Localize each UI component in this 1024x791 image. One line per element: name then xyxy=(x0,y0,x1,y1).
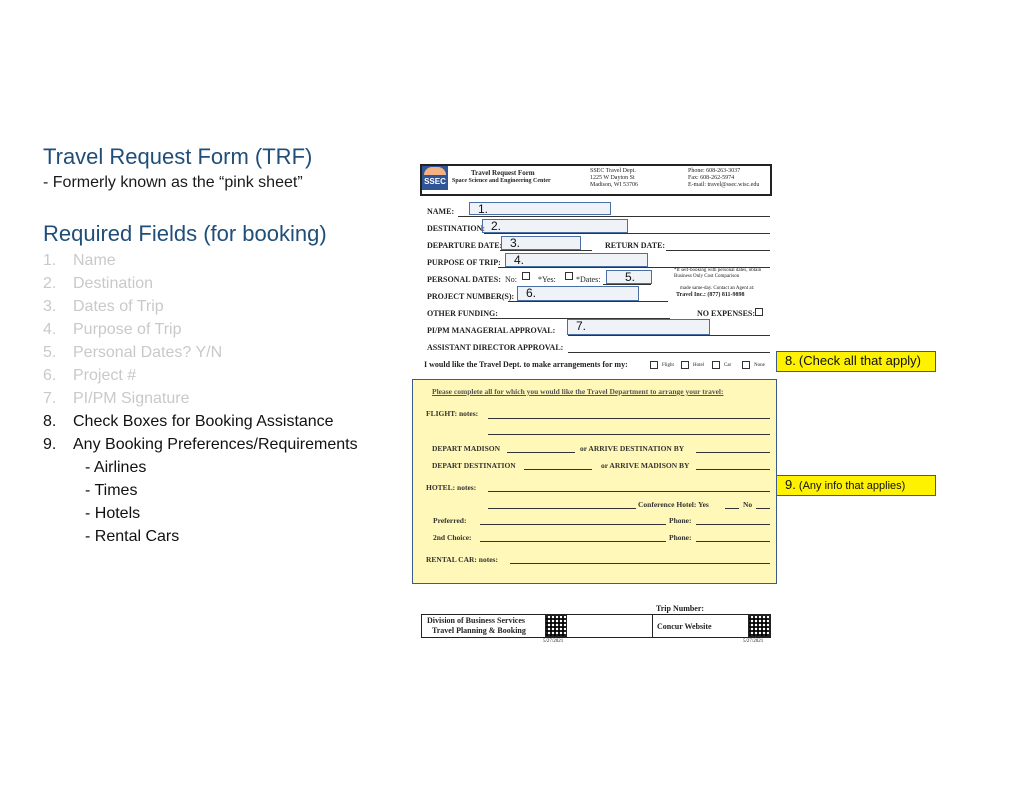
label-hotel: Hotel xyxy=(693,363,705,368)
dept-line: Madison, WI 53706 xyxy=(590,182,639,188)
self-booking-note: *If self-booking with personal dates, obtain Business Only Cost Comparison xyxy=(674,268,762,279)
panel-conference-no: No xyxy=(743,500,753,509)
page-subtitle: - Formerly known as the “pink sheet” xyxy=(43,174,303,191)
footer-division-line2: Travel Planning & Booking xyxy=(432,626,526,635)
label-yes: *Yes: xyxy=(538,275,556,284)
label-no-expenses: NO EXPENSES: xyxy=(697,309,756,318)
label-car: Car xyxy=(724,363,732,368)
dept-email: E-mail: travel@ssec.wisc.edu xyxy=(688,182,760,188)
form-header-subtitle: Space Science and Engineering Center xyxy=(452,178,551,184)
dept-fax: Fax: 608-262-5974 xyxy=(688,175,735,181)
label-personal-dates: PERSONAL DATES: xyxy=(427,275,501,284)
ssec-logo: SSEC xyxy=(422,166,448,190)
field-personal-dates-highlight: 5. xyxy=(606,270,652,284)
section-title: Required Fields (for booking) xyxy=(43,221,327,246)
footer-date: 5/27/2021 xyxy=(543,639,564,644)
qr-code-icon xyxy=(545,615,567,637)
personal-yes-checkbox[interactable] xyxy=(565,272,573,280)
page-title: Travel Request Form (TRF) xyxy=(43,144,313,169)
no-expenses-checkbox[interactable] xyxy=(755,308,763,316)
list-item: 1. Name xyxy=(43,252,116,269)
personal-no-checkbox[interactable] xyxy=(522,272,530,280)
preferences-sublist xyxy=(43,456,179,548)
qr-code-icon xyxy=(748,615,770,637)
panel-heading: Please complete all for which you would like the Travel Department to arrange your travel: xyxy=(432,387,724,396)
list-item: 8. Check Boxes for Booking Assistance xyxy=(43,413,334,430)
required-fields-list xyxy=(43,249,358,456)
panel-second-choice: 2nd Choice: xyxy=(433,533,472,542)
list-item: 7. PI/PM Signature xyxy=(43,390,190,407)
callout-8: 8. (Check all that apply) xyxy=(776,351,936,372)
label-destination: DESTINATION: xyxy=(427,224,486,233)
footer-date: 5/27/2021 xyxy=(743,639,764,644)
field-name-highlight: 1. xyxy=(469,202,611,215)
list-item: 2. Destination xyxy=(43,275,154,292)
panel-arrive-madison: or ARRIVE MADISON BY xyxy=(601,461,690,470)
label-flight: Flight xyxy=(662,363,674,368)
field-project-highlight: 6. xyxy=(517,286,639,301)
label-project-number: PROJECT NUMBER(S): xyxy=(427,292,515,301)
flight-checkbox[interactable] xyxy=(650,361,658,369)
panel-depart-destination: DEPART DESTINATION xyxy=(432,461,516,470)
label-none: None xyxy=(754,363,765,368)
list-item: 6. Project # xyxy=(43,367,137,384)
list-item: 4. Purpose of Trip xyxy=(43,321,182,338)
panel-preferred: Preferred: xyxy=(433,516,467,525)
footer-concur-label: Concur Website xyxy=(657,622,712,631)
hotel-checkbox[interactable] xyxy=(681,361,689,369)
car-checkbox[interactable] xyxy=(712,361,720,369)
sub-list-item: - Times xyxy=(85,482,138,499)
dept-phone: Phone: 608-263-3037 xyxy=(688,168,741,174)
dept-line: SSEC Travel Dept. xyxy=(590,168,636,174)
footer-division-line1: Division of Business Services xyxy=(427,616,526,625)
sub-list-item: - Rental Cars xyxy=(85,528,180,545)
panel-flight-label: FLIGHT: notes: xyxy=(426,409,479,418)
field-purpose-highlight: 4. xyxy=(505,253,648,267)
label-other-funding: OTHER FUNDING: xyxy=(427,309,498,318)
field-departure-highlight: 3. xyxy=(501,236,581,250)
field-pi-highlight: 7. xyxy=(567,319,710,335)
label-dates: *Dates: xyxy=(576,275,601,284)
trip-number-label: Trip Number: xyxy=(656,604,705,613)
label-arrangements: I would like the Travel Dept. to make arrangements for my: xyxy=(424,360,628,369)
panel-conference-hotel: Conference Hotel: Yes xyxy=(638,500,709,509)
label-return-date: RETURN DATE: xyxy=(605,241,666,250)
panel-hotel-label: HOTEL: notes: xyxy=(426,483,477,492)
field-destination-highlight: 2. xyxy=(482,219,628,233)
label-no: No: xyxy=(505,275,517,284)
panel-arrive-destination: or ARRIVE DESTINATION BY xyxy=(580,444,685,453)
label-departure-date: DEPARTURE DATE: xyxy=(427,241,503,250)
callout-9: 9. (Any info that applies) xyxy=(776,475,936,496)
label-name: NAME: xyxy=(427,207,455,216)
agent-phone: Travel Inc.: (877) 811-9898 xyxy=(676,292,745,298)
list-item: 5. Personal Dates? Y/N xyxy=(43,344,223,361)
none-checkbox[interactable] xyxy=(742,361,750,369)
logo-sun-icon xyxy=(424,167,446,175)
sub-list-item: - Hotels xyxy=(85,505,141,522)
list-item: 9. Any Booking Preferences/Requirements xyxy=(43,436,358,453)
label-purpose: PURPOSE OF TRIP: xyxy=(427,258,501,267)
sub-list-item: - Airlines xyxy=(85,459,147,476)
form-header-title: Travel Request Form xyxy=(471,169,535,177)
label-pi-approval: PI/PM MANAGERIAL APPROVAL: xyxy=(427,326,556,335)
panel-phone-2: Phone: xyxy=(669,533,692,542)
panel-phone: Phone: xyxy=(669,516,692,525)
panel-rental-car: RENTAL CAR: notes: xyxy=(426,555,498,564)
dept-line: 1225 W Dayton St xyxy=(590,175,635,181)
same-day-note: made same-day. Contact an Agent at: xyxy=(680,286,755,291)
list-item: 3. Dates of Trip xyxy=(43,298,164,315)
label-assistant-approval: ASSISTANT DIRECTOR APPROVAL: xyxy=(427,343,564,352)
panel-depart-madison: DEPART MADISON xyxy=(432,444,501,453)
